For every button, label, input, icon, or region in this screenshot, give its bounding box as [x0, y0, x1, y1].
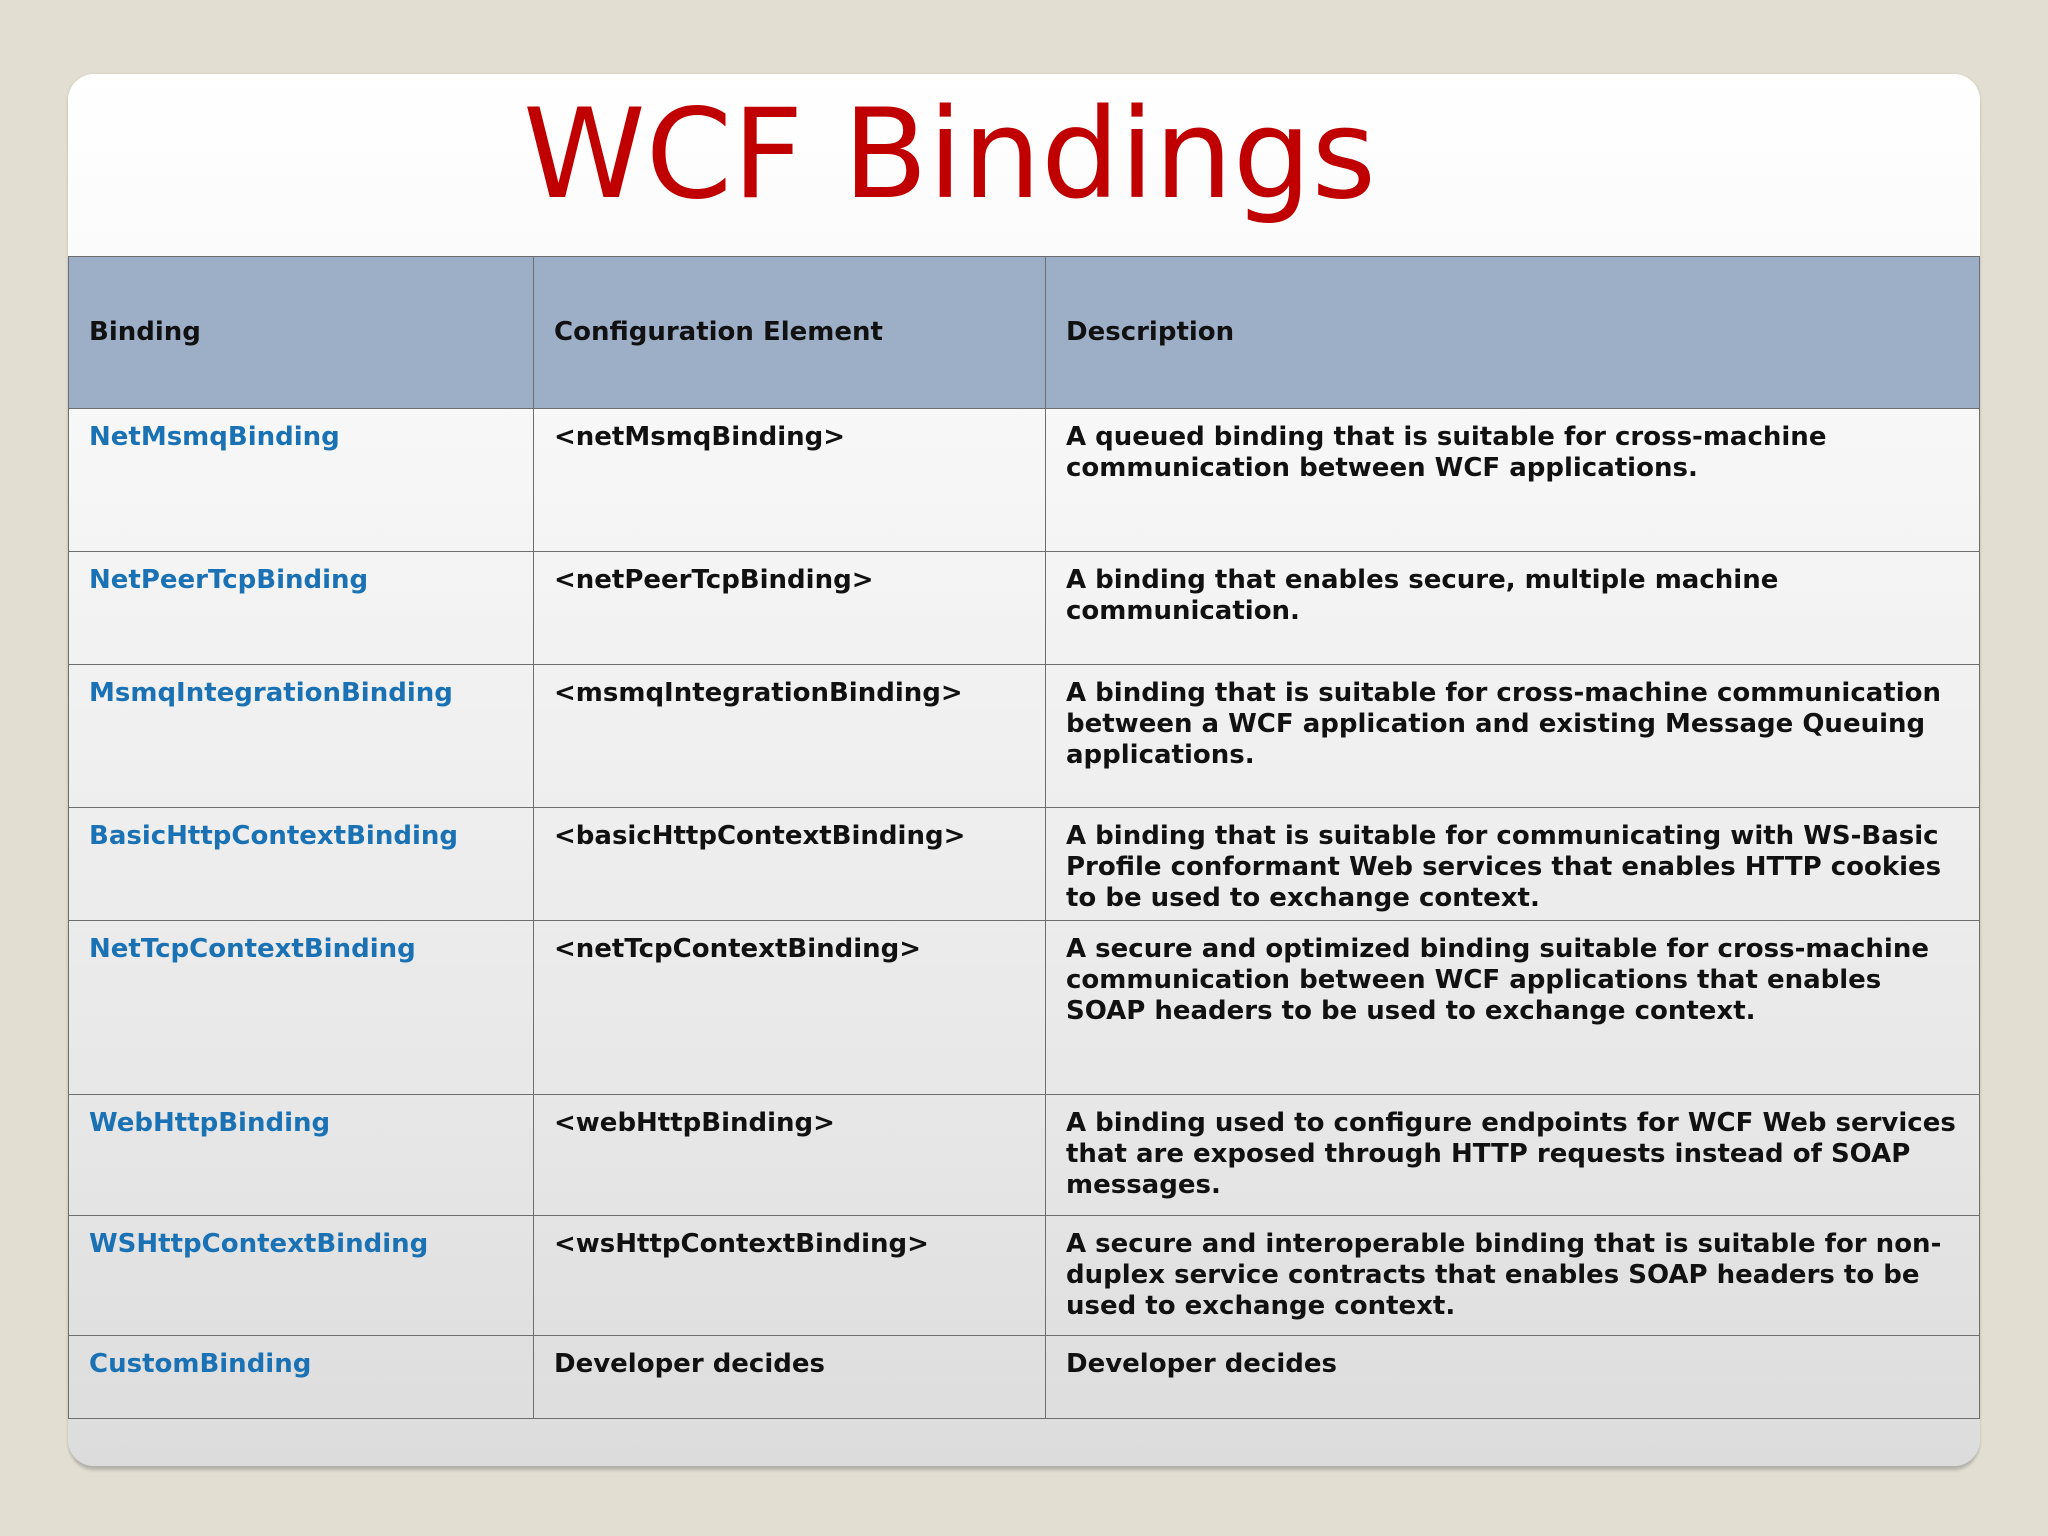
- config-element-cell: <webHttpBinding>: [534, 1095, 1046, 1216]
- slide-title: WCF Bindings: [523, 83, 1377, 227]
- description-cell: A queued binding that is suitable for cross-machine communication between WCF applications.: [1046, 409, 1980, 552]
- description-cell: A binding used to configure endpoints for WCF Web services that are exposed through HTTP requests instead of SOAP messages.: [1046, 1095, 1980, 1216]
- binding-name-cell: MsmqIntegrationBinding: [69, 665, 534, 808]
- header-description: Description: [1046, 257, 1980, 409]
- header-binding: Binding: [69, 257, 534, 409]
- description-cell: A binding that enables secure, multiple machine communication.: [1046, 552, 1980, 665]
- table-row: [69, 1095, 1980, 1216]
- config-element-cell: <basicHttpContextBinding>: [534, 808, 1046, 921]
- description-cell: A secure and optimized binding suitable for cross-machine communication between WCF applications that enables SOAP headers to be used to exchange context.: [1046, 921, 1980, 1095]
- description-cell: A secure and interoperable binding that is suitable for non-duplex service contracts that enables SOAP headers to be used to exchange context.: [1046, 1216, 1980, 1336]
- table-row: [69, 409, 1980, 552]
- header-configuration-element: Configuration Element: [534, 257, 1046, 409]
- config-element-cell: <wsHttpContextBinding>: [534, 1216, 1046, 1336]
- table-row: [69, 1216, 1980, 1336]
- table-row: [69, 921, 1980, 1095]
- description-cell: Developer decides: [1046, 1336, 1980, 1419]
- table-header-row: [69, 257, 1980, 409]
- description-cell: A binding that is suitable for communicating with WS-Basic Profile conformant Web services that enables HTTP cookies to be used to exchange context.: [1046, 808, 1980, 921]
- binding-name-cell: NetMsmqBinding: [69, 409, 534, 552]
- config-element-cell: <netMsmqBinding>: [534, 409, 1046, 552]
- config-element-cell: Developer decides: [534, 1336, 1046, 1419]
- config-element-cell: <netPeerTcpBinding>: [534, 552, 1046, 665]
- binding-name-cell: NetPeerTcpBinding: [69, 552, 534, 665]
- binding-name-cell: WebHttpBinding: [69, 1095, 534, 1216]
- table-row: [69, 665, 1980, 808]
- binding-name-cell: NetTcpContextBinding: [69, 921, 534, 1095]
- config-element-cell: <netTcpContextBinding>: [534, 921, 1046, 1095]
- binding-name-cell: BasicHttpContextBinding: [69, 808, 534, 921]
- table-row: [69, 552, 1980, 665]
- table-row: [69, 1336, 1980, 1419]
- binding-name-cell: WSHttpContextBinding: [69, 1216, 534, 1336]
- bindings-table: [68, 256, 1980, 1419]
- table-row: [69, 808, 1980, 921]
- description-cell: A binding that is suitable for cross-machine communication between a WCF application and existing Message Queuing applications.: [1046, 665, 1980, 808]
- binding-name-cell: CustomBinding: [69, 1336, 534, 1419]
- config-element-cell: <msmqIntegrationBinding>: [534, 665, 1046, 808]
